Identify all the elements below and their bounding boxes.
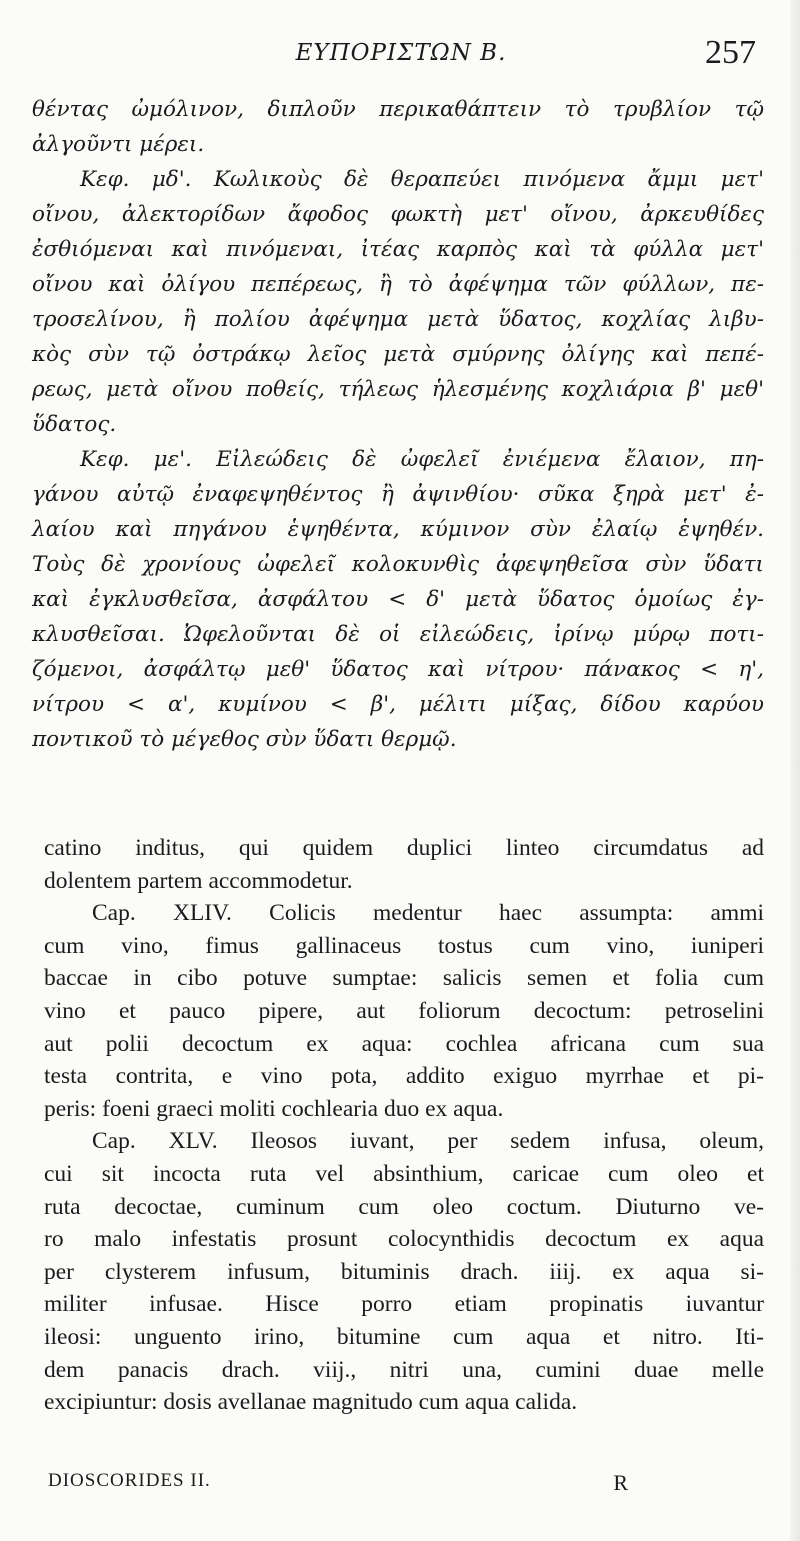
greek-line: ὕδατος. (32, 412, 117, 437)
greek-text-block (32, 92, 764, 757)
running-head (46, 28, 756, 88)
greek-line: ἐσθιόμεναι καὶ πινόμεναι, ἰτέας καρπὸς καὶ τὰ φύλλα μετ' (32, 237, 764, 262)
latin-line: peris: foeni graeci moliti cochlearia duo ex aqua. (44, 1095, 504, 1122)
latin-line: vino et pauco pipere, aut foliorum decoctum: petroselini (44, 997, 764, 1024)
latin-line: ro malo infestatis prosunt colocynthidis decoctum ex aqua (44, 1226, 764, 1253)
greek-line: Κεφ. με'. Εἰλεώδεις δὲ ὠφελεῖ ἐνιέμενα ἔλαιον, πη- (80, 447, 764, 472)
greek-line: οἴνου καὶ ὀλίγου πεπέρεως, ἢ τὸ ἀφέψημα τῶν φύλλων, πε- (32, 272, 764, 297)
greek-line: οἴνου, ἀλεκτορίδων ἄφοδος φωκτὴ μετ' οἴνου, ἀρκευθίδες (32, 202, 764, 227)
greek-line: ποντικοῦ τὸ μέγεθος σὺν ὕδατι θερμῷ. (32, 727, 457, 752)
greek-line: ἀλγοῦντι μέρει. (32, 132, 205, 157)
latin-line: per clysterem infusum, bituminis drach. iiij. ex aqua si- (44, 1258, 764, 1285)
latin-line: aut polii decoctum ex aqua: cochlea africana cum sua (44, 1030, 764, 1057)
greek-line: ρεως, μετὰ οἴνου ποθείς, τήλεως ἡλεσμένης κοχλιάρια β' μεθ' (32, 377, 764, 402)
latin-line: Cap. XLIV. Colicis medentur haec assumpta: ammi (92, 900, 764, 927)
page-number: 257 (705, 34, 756, 71)
greek-line: τροσελίνου, ἢ πολίου ἀφέψημα μετὰ ὕδατος, κοχλίας λιβυ- (32, 307, 764, 332)
latin-text-block (44, 832, 764, 1419)
signature-line (48, 1470, 628, 1500)
signature-mark: R (613, 1470, 628, 1495)
latin-line: dem panacis drach. viij., nitri una, cumini duae melle (44, 1356, 764, 1383)
latin-line: catino inditus, qui quidem duplici linteo circumdatus ad (44, 835, 764, 861)
latin-line: militer infusae. Hisce porro etiam propinatis iuvantur (44, 1291, 764, 1318)
greek-line: Τοὺς δὲ χρονίους ὠφελεῖ κολοκυνθὶς ἀφεψηθεῖσα σὺν ὕδατι (32, 552, 764, 577)
page-edge-shadow (790, 0, 800, 1541)
greek-line: λαίου καὶ πηγάνου ἑψηθέντα, κύμινον σὺν ἐλαίῳ ἑψηθέν. (32, 517, 764, 542)
latin-line: Cap. XLV. Ileosos iuvant, per sedem infusa, oleum, (92, 1128, 764, 1155)
greek-line: καὶ ἐγκλυσθεῖσα, ἀσφάλτου < δ' μετὰ ὕδατος ὁμοίως ἐγ- (32, 587, 764, 612)
running-title: ΕΥΠΟΡΙΣΤΩΝ Β. (295, 40, 507, 66)
greek-line: κὸς σὺν τῷ ὀστράκῳ λεῖος μετὰ σμύρνης ὀλίγης καὶ πεπέ- (32, 342, 764, 367)
greek-line: θέντας ὠμόλινον, διπλοῦν περικαθάπτειν τὸ τρυβλίον τῷ (32, 97, 764, 122)
printer-signature: DIOSCORIDES II. (48, 1470, 211, 1491)
latin-line: cum vino, fimus gallinaceus tostus cum vino, iuniperi (44, 932, 764, 959)
greek-line: κλυσθεῖσαι. Ὠφελοῦνται δὲ οἱ εἰλεώδεις, ἰρίνῳ μύρῳ ποτι- (32, 622, 764, 647)
latin-line: testa contrita, e vino pota, addito exiguo myrrhae et pi- (44, 1063, 764, 1090)
latin-line: baccae in cibo potuve sumptae: salicis semen et folia cum (44, 965, 764, 992)
latin-line: excipiuntur: dosis avellanae magnitudo cum aqua calida. (44, 1389, 578, 1416)
greek-line: νίτρου < α', κυμίνου < β', μέλιτι μίξας, δίδου καρύου (32, 692, 764, 717)
latin-line: cui sit incocta ruta vel absinthium, caricae cum oleo et (44, 1160, 764, 1187)
latin-line: ileosi: unguento irino, bitumine cum aqua et nitro. Iti- (44, 1323, 764, 1350)
latin-line: dolentem partem accommodetur. (44, 867, 353, 894)
latin-line: ruta decoctae, cuminum cum oleo coctum. Diuturno ve- (44, 1193, 764, 1220)
greek-line: Κεφ. μδ'. Κωλικοὺς δὲ θεραπεύει πινόμενα ἄμμι μετ' (80, 167, 764, 192)
greek-line: ζόμενοι, ἀσφάλτῳ μεθ' ὕδατος καὶ νίτρου· πάνακος < η', (32, 657, 764, 682)
greek-line: γάνου αὐτῷ ἐναφεψηθέντος ἢ ἀψινθίου· σῦκα ξηρὰ μετ' ἐ- (32, 482, 764, 507)
